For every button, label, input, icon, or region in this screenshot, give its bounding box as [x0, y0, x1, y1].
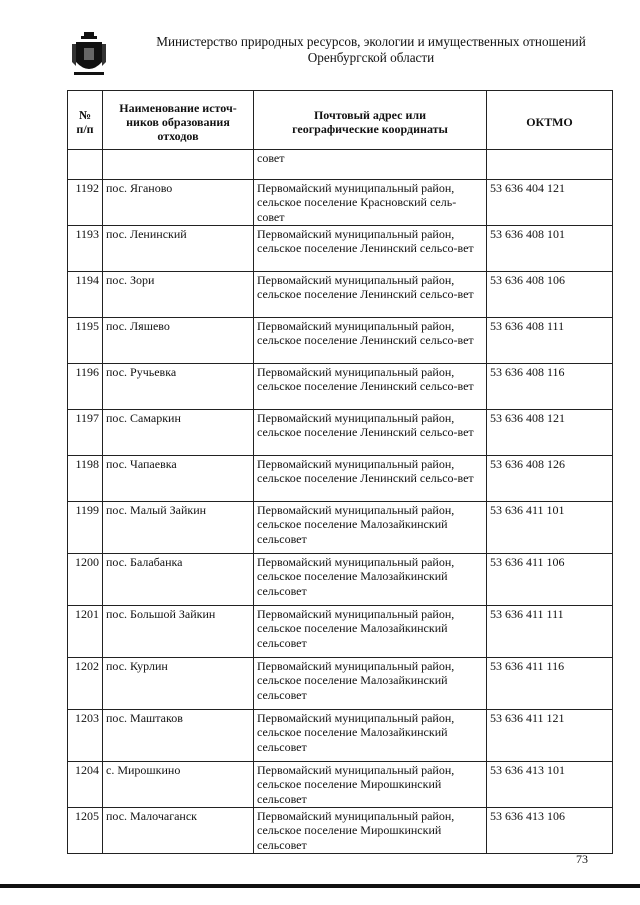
cell-oktmo: 53 636 411 121: [487, 710, 613, 762]
table-row: [68, 658, 613, 710]
cell-oktmo: 53 636 408 106: [487, 272, 613, 318]
header-oktmo: ОКТМО: [487, 91, 613, 150]
table-row: [68, 606, 613, 658]
cell-address: Первомайский муниципальный район, сельское поселение Малозайкинский сельсовет: [254, 554, 487, 606]
ministry-name-line2: Оренбургской области: [307, 50, 435, 65]
cell-name: пос. Ручьевка: [103, 364, 254, 410]
cell-num: 1195: [68, 318, 103, 364]
cell-oktmo: 53 636 413 101: [487, 762, 613, 808]
cell-num: 1194: [68, 272, 103, 318]
cell-name: пос. Самаркин: [103, 410, 254, 456]
cell-address: Первомайский муниципальный район, сельское поселение Ленинский сельсо-вет: [254, 226, 487, 272]
cell-name: пос. Чапаевка: [103, 456, 254, 502]
table-row: [68, 762, 613, 808]
cell-num: 1204: [68, 762, 103, 808]
cell-oktmo: 53 636 404 121: [487, 180, 613, 226]
cell-name: пос. Большой Зайкин: [103, 606, 254, 658]
cell-name: пос. Курлин: [103, 658, 254, 710]
cell-address: Первомайский муниципальный район, сельское поселение Ленинский сельсо-вет: [254, 318, 487, 364]
table-row: [68, 554, 613, 606]
cell-name: с. Мирошкино: [103, 762, 254, 808]
table-row-continuation: [68, 150, 613, 180]
cell-address: Первомайский муниципальный район, сельское поселение Ленинский сельсо-вет: [254, 410, 487, 456]
cell-oktmo: 53 636 411 116: [487, 658, 613, 710]
cell-num: 1205: [68, 808, 103, 854]
cell-num: 1196: [68, 364, 103, 410]
header-name: Наименование источ- ников образования отходов: [103, 91, 254, 150]
ministry-name: [126, 34, 616, 66]
cell-address: Первомайский муниципальный район, сельское поселение Малозайкинский сельсовет: [254, 658, 487, 710]
cell-oktmo: [487, 150, 613, 180]
table-row: [68, 710, 613, 762]
cell-num: 1192: [68, 180, 103, 226]
cell-num: 1193: [68, 226, 103, 272]
cell-name: пос. Маштаков: [103, 710, 254, 762]
cell-num: 1202: [68, 658, 103, 710]
cell-num: 1201: [68, 606, 103, 658]
cell-address: Первомайский муниципальный район, сельское поселение Ленинский сельсо-вет: [254, 456, 487, 502]
cell-name: пос. Зори: [103, 272, 254, 318]
table-row: [68, 226, 613, 272]
cell-num: 1203: [68, 710, 103, 762]
cell-oktmo: 53 636 413 106: [487, 808, 613, 854]
waste-sources-table: [67, 90, 613, 854]
table-row: [68, 180, 613, 226]
cell-address: Первомайский муниципальный район, сельское поселение Малозайкинский сельсовет: [254, 606, 487, 658]
cell-address: Первомайский муниципальный район, сельское поселение Красновский сель-совет: [254, 180, 487, 226]
cell-num: 1198: [68, 456, 103, 502]
table-row: [68, 410, 613, 456]
ministry-name-line1: Министерство природных ресурсов, экологии и имущественных отношений: [156, 34, 586, 49]
table-row: [68, 502, 613, 554]
cell-address: Первомайский муниципальный район, сельское поселение Малозайкинский сельсовет: [254, 710, 487, 762]
cell-address: Первомайский муниципальный район, сельское поселение Ленинский сельсо-вет: [254, 364, 487, 410]
cell-name: пос. Яганово: [103, 180, 254, 226]
cell-address: Первомайский муниципальный район, сельское поселение Ленинский сельсо-вет: [254, 272, 487, 318]
cell-num: 1199: [68, 502, 103, 554]
cell-oktmo: 53 636 408 126: [487, 456, 613, 502]
cell-name: пос. Ляшево: [103, 318, 254, 364]
table-header-row: [68, 91, 613, 150]
table-row: [68, 318, 613, 364]
footer-rule: [0, 884, 640, 888]
table-row: [68, 364, 613, 410]
cell-num: [68, 150, 103, 180]
cell-oktmo: 53 636 408 116: [487, 364, 613, 410]
cell-name: пос. Балабанка: [103, 554, 254, 606]
cell-num: 1200: [68, 554, 103, 606]
header-num: № п/п: [68, 91, 103, 150]
page-number: 73: [576, 852, 588, 866]
document-header: [62, 28, 622, 88]
cell-name: пос. Малочаганск: [103, 808, 254, 854]
cell-name: пос. Малый Зайкин: [103, 502, 254, 554]
table-row: [68, 456, 613, 502]
coat-of-arms-icon: [72, 32, 106, 78]
header-address: Почтовый адрес или географические координаты: [254, 91, 487, 150]
cell-name: пос. Ленинский: [103, 226, 254, 272]
cell-address: Первомайский муниципальный район, сельское поселение Малозайкинский сельсовет: [254, 502, 487, 554]
table-row: [68, 272, 613, 318]
cell-oktmo: 53 636 408 121: [487, 410, 613, 456]
cell-oktmo: 53 636 411 101: [487, 502, 613, 554]
cell-num: 1197: [68, 410, 103, 456]
cell-oktmo: 53 636 408 111: [487, 318, 613, 364]
cell-oktmo: 53 636 408 101: [487, 226, 613, 272]
cell-oktmo: 53 636 411 106: [487, 554, 613, 606]
cell-address: Первомайский муниципальный район, сельское поселение Мирошкинский сельсовет: [254, 808, 487, 854]
table-row: [68, 808, 613, 854]
cell-name: [103, 150, 254, 180]
cell-address: Первомайский муниципальный район, сельское поселение Мирошкинский сельсовет: [254, 762, 487, 808]
cell-address: совет: [254, 150, 487, 180]
cell-oktmo: 53 636 411 111: [487, 606, 613, 658]
